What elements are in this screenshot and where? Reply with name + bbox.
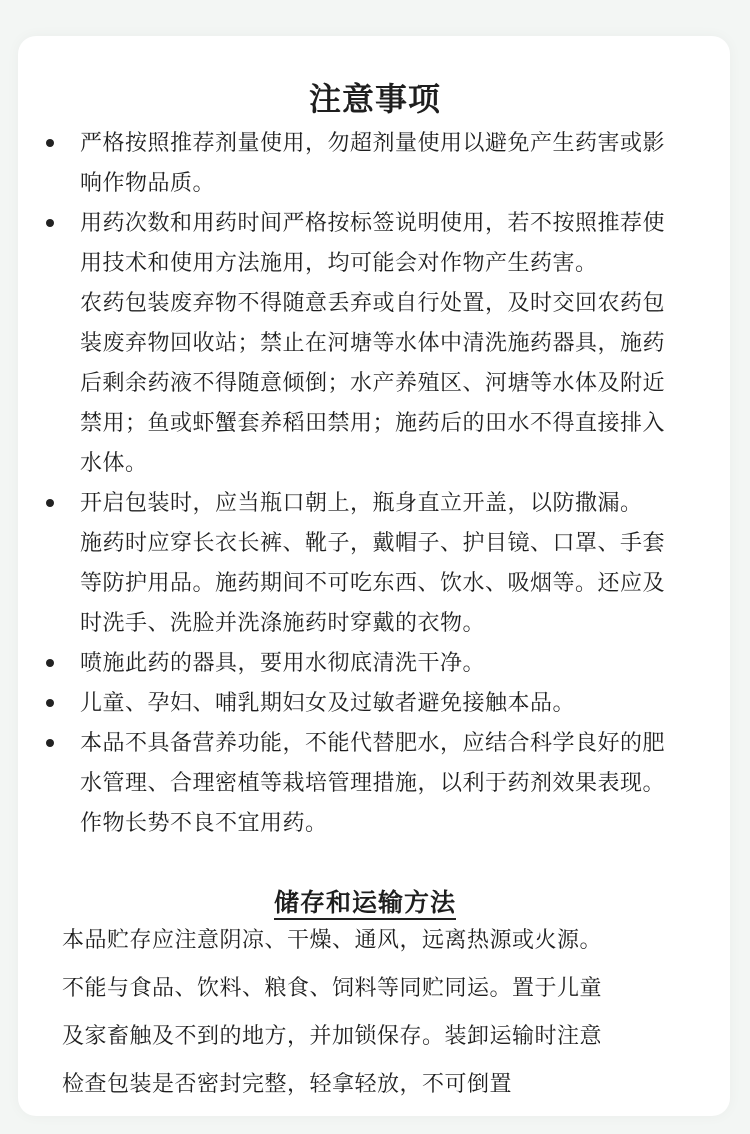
list-item: [28, 484, 728, 644]
bullet-icon: [46, 659, 54, 667]
note-line: 农药包装废弃物不得随意丢弃或自行处置，及时交回农药包: [80, 291, 666, 316]
list-item: [28, 124, 728, 204]
storage-section: [62, 917, 712, 1109]
bullet-icon: [46, 699, 54, 707]
note-line: 水体。: [80, 451, 148, 476]
note-line: 开启包装时，应当瓶口朝上，瓶身直立开盖，以防撒漏。: [80, 491, 643, 516]
note-line: 时洗手、洗脸并洗涤施药时穿戴的衣物。: [80, 611, 486, 636]
note-line: 儿童、孕妇、哺乳期妇女及过敏者避免接触本品。: [80, 691, 576, 716]
bullet-icon: [46, 739, 54, 747]
note-line: 用药次数和用药时间严格按标签说明使用，若不按照推荐使: [80, 211, 666, 236]
storage-line: 检查包装是否密封完整，轻拿轻放，不可倒置: [62, 1072, 513, 1097]
note-line: 等防护用品。施药期间不可吃东西、饮水、吸烟等。还应及: [80, 571, 666, 596]
note-line: 响作物品质。: [80, 171, 216, 196]
note-line: 施药时应穿长衣长裤、靴子，戴帽子、护目镜、口罩、手套: [80, 531, 666, 556]
note-line: 本品不具备营养功能，不能代替肥水，应结合科学良好的肥: [80, 731, 666, 756]
note-line: 严格按照推荐剂量使用，勿超剂量使用以避免产生药害或影: [80, 131, 666, 156]
note-line: 作物长势不良不宜用药。: [80, 811, 328, 836]
note-line: 装废弃物回收站；禁止在河塘等水体中清洗施药器具，施药: [80, 331, 666, 356]
list-item: [28, 724, 728, 844]
storage-line: 本品贮存应注意阴凉、干燥、通风，远离热源或火源。: [62, 928, 603, 953]
page-title: 注意事项: [308, 80, 441, 119]
list-item: [28, 644, 728, 684]
note-line: 水管理、合理密植等栽培管理措施，以利于药剂效果表现。: [80, 771, 666, 796]
bullet-icon: [46, 499, 54, 507]
storage-line: 不能与食品、饮料、粮食、饲料等同贮同运。置于儿童: [62, 976, 603, 1001]
precautions-list: [28, 124, 728, 844]
bullet-icon: [46, 219, 54, 227]
note-line: 禁用；鱼或虾蟹套养稻田禁用；施药后的田水不得直接排入: [80, 411, 666, 436]
storage-line: 及家畜触及不到的地方，并加锁保存。装卸运输时注意: [62, 1024, 603, 1049]
storage-title-text: 储存和运输方法: [274, 888, 456, 920]
list-item: [28, 684, 728, 724]
bullet-icon: [46, 139, 54, 147]
list-item: [28, 204, 728, 484]
note-line: 喷施此药的器具，要用水彻底清洗干净。: [80, 651, 486, 676]
note-line: 后剩余药液不得随意倾倒；水产养殖区、河塘等水体及附近: [80, 371, 666, 396]
note-line: 用技术和使用方法施用，均可能会对作物产生药害。: [80, 251, 598, 276]
